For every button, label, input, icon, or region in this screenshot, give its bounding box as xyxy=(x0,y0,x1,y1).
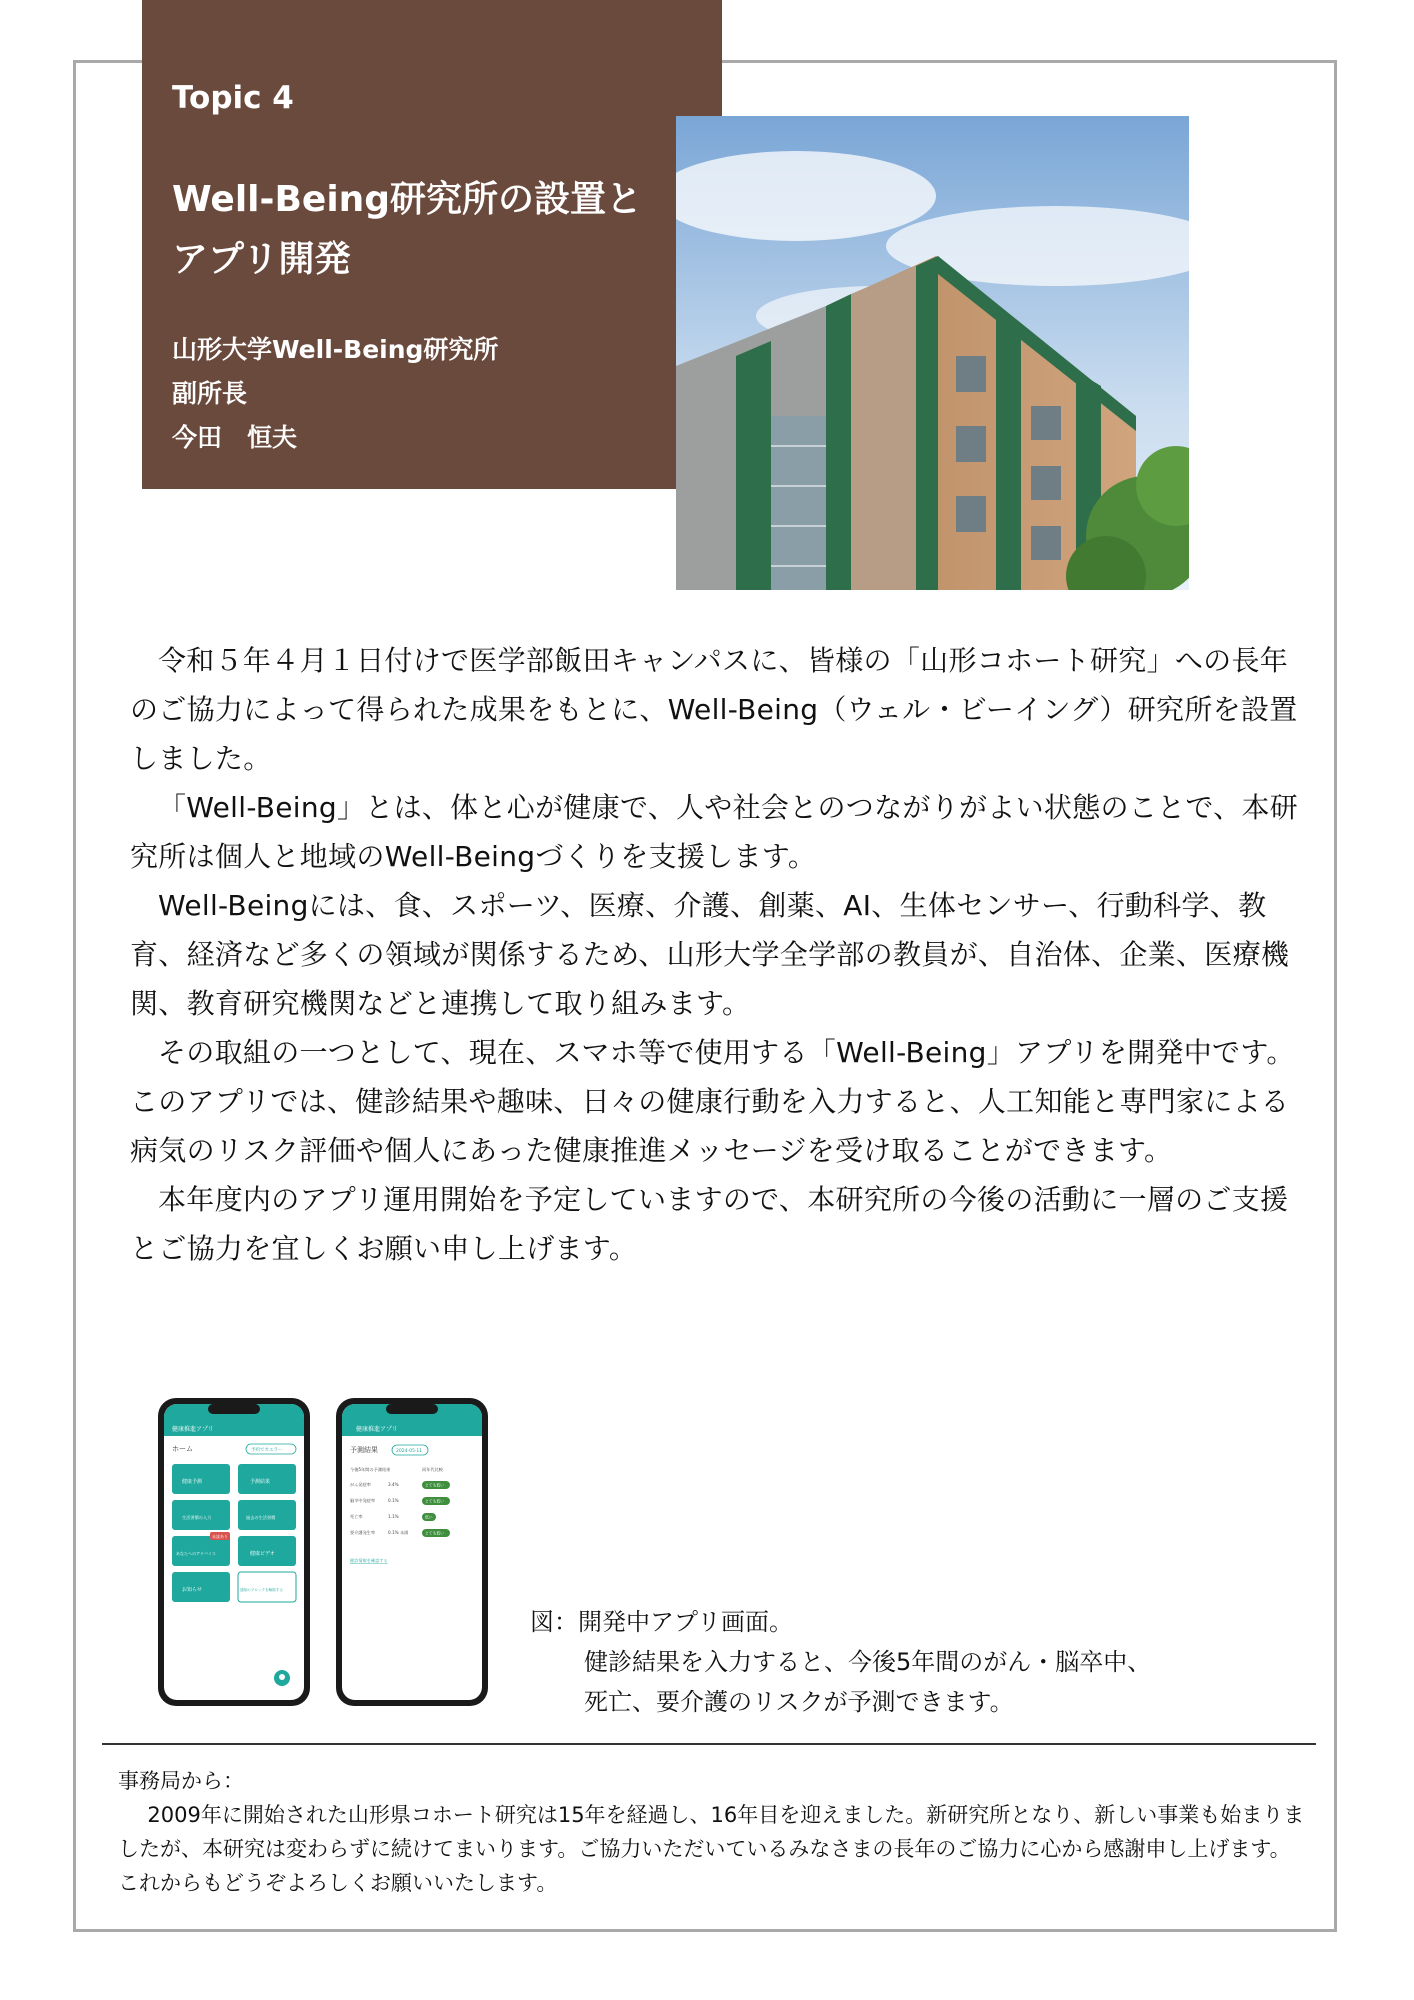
svg-text:同年代比較: 同年代比較 xyxy=(422,1467,443,1472)
svg-text:あなたへのアドバイス: あなたへのアドバイス xyxy=(176,1551,216,1556)
app-title: 健康推進アプリ xyxy=(172,1426,214,1433)
svg-text:未読あり: 未読あり xyxy=(212,1534,228,1539)
topic-label: Topic 4 xyxy=(172,80,294,116)
office-note xyxy=(118,1764,1308,1900)
author-name: 今田 恒夫 xyxy=(172,423,298,452)
app-screenshots xyxy=(158,1398,498,1708)
svg-text:0.1% 未満: 0.1% 未満 xyxy=(388,1530,409,1535)
svg-text:予約でカエラー: 予約でカエラー xyxy=(251,1448,283,1453)
svg-text:0.1%: 0.1% xyxy=(388,1498,399,1503)
svg-text:要介護発生率: 要介護発生率 xyxy=(350,1530,376,1535)
svg-text:健康ビデオ: 健康ビデオ xyxy=(250,1551,275,1557)
body-paragraph: Well-Beingには、食、スポーツ、医療、介護、創薬、AI、生体センサー、行動科学、教育、経済など多くの領域が関係するため、山形大学全学部の教員が、自治体、企業、医療機関、教育研究機関などと連携して取り組みます。 xyxy=(130,889,1290,1020)
author-position: 副所長 xyxy=(172,379,248,408)
author-affiliation: 山形大学Well-Being研究所 xyxy=(172,335,499,364)
svg-text:今後5年間の予測結果: 今後5年間の予測結果 xyxy=(350,1467,391,1472)
svg-text:健診情報を確認する: 健診情報を確認する xyxy=(350,1558,388,1563)
phone-result-screen xyxy=(336,1398,488,1706)
svg-text:とても低い: とても低い xyxy=(425,1498,444,1504)
office-heading: 事務局から： xyxy=(118,1769,244,1793)
svg-text:健康推進アプリ: 健康推進アプリ xyxy=(356,1426,398,1433)
office-text: 2009年に開始された山形県コホート研究は15年を経過し、16年目を迎えました。新研究所となり、新しい事業も始まりましたが、本研究は変わらずに続けてまいります。ご協力いただいているみなさまの長年のご協力に心から感謝申し上げます。これからもどうぞよろしくお願いいたします。 xyxy=(118,1803,1305,1895)
building-photo xyxy=(676,116,1189,590)
svg-text:生活習慣の入力: 生活習慣の入力 xyxy=(182,1515,212,1520)
svg-text:とても低い: とても低い xyxy=(425,1482,444,1488)
section-divider xyxy=(102,1743,1316,1745)
article-title: Well-Being研究所の設置と アプリ開発 xyxy=(172,179,643,280)
body-paragraph: その取組の一つとして、現在、スマホ等で使用する「Well-Being」アプリを開発中です。このアプリでは、健診結果や趣味、日々の健康行動を入力すると、人工知能と専門家による病気のリスク評価や個人にあった健康推進メッセージを受け取ることができます。 xyxy=(130,1036,1295,1167)
svg-text:2024-05-11: 2024-05-11 xyxy=(396,1449,423,1454)
body-paragraph: 「Well-Being」とは、体と心が健康で、人や社会とのつながりがよい状態のことで、本研究所は個人と地域のWell-Beingづくりを支援します。 xyxy=(130,791,1299,873)
svg-text:予測結果: 予測結果 xyxy=(350,1446,378,1454)
home-label: ホーム xyxy=(172,1445,193,1453)
svg-text:がん発症率: がん発症率 xyxy=(350,1482,371,1487)
svg-text:通知のプロックを解除する: 通知のプロックを解除する xyxy=(240,1588,284,1592)
svg-text:3.4%: 3.4% xyxy=(388,1482,399,1487)
svg-text:過去の生活習慣: 過去の生活習慣 xyxy=(246,1515,276,1520)
figure-caption: 図：開発中アプリ画面。 健診結果を入力すると、今後5年間のがん・脳卒中、 死亡、要介護のリスクが予測できます。 xyxy=(530,1608,1152,1716)
topic-header xyxy=(142,0,722,489)
author-block xyxy=(172,328,722,460)
svg-text:予測結果: 予測結果 xyxy=(250,1479,271,1485)
svg-text:1.1%: 1.1% xyxy=(388,1514,399,1519)
article-body xyxy=(130,636,1315,1273)
svg-text:死亡率: 死亡率 xyxy=(350,1514,363,1519)
body-paragraph: 本年度内のアプリ運用開始を予定していますので、本研究所の今後の活動に一層のご支援とご協力を宜しくお願い申し上げます。 xyxy=(130,1183,1289,1265)
svg-text:とても低い: とても低い xyxy=(425,1530,444,1536)
phone-home-screen xyxy=(158,1398,310,1706)
svg-text:脳卒中発症率: 脳卒中発症率 xyxy=(350,1498,376,1503)
svg-text:低い: 低い xyxy=(425,1514,433,1520)
body-paragraph: 令和５年４月１日付けで医学部飯田キャンパスに、皆様の「山形コホート研究」への長年のご協力によって得られた成果をもとに、Well-Being（ウェル・ビーイング）研究所を設置しました。 xyxy=(130,644,1298,775)
svg-text:お知らせ: お知らせ xyxy=(182,1587,202,1593)
svg-text:健康予測: 健康予測 xyxy=(182,1479,203,1485)
